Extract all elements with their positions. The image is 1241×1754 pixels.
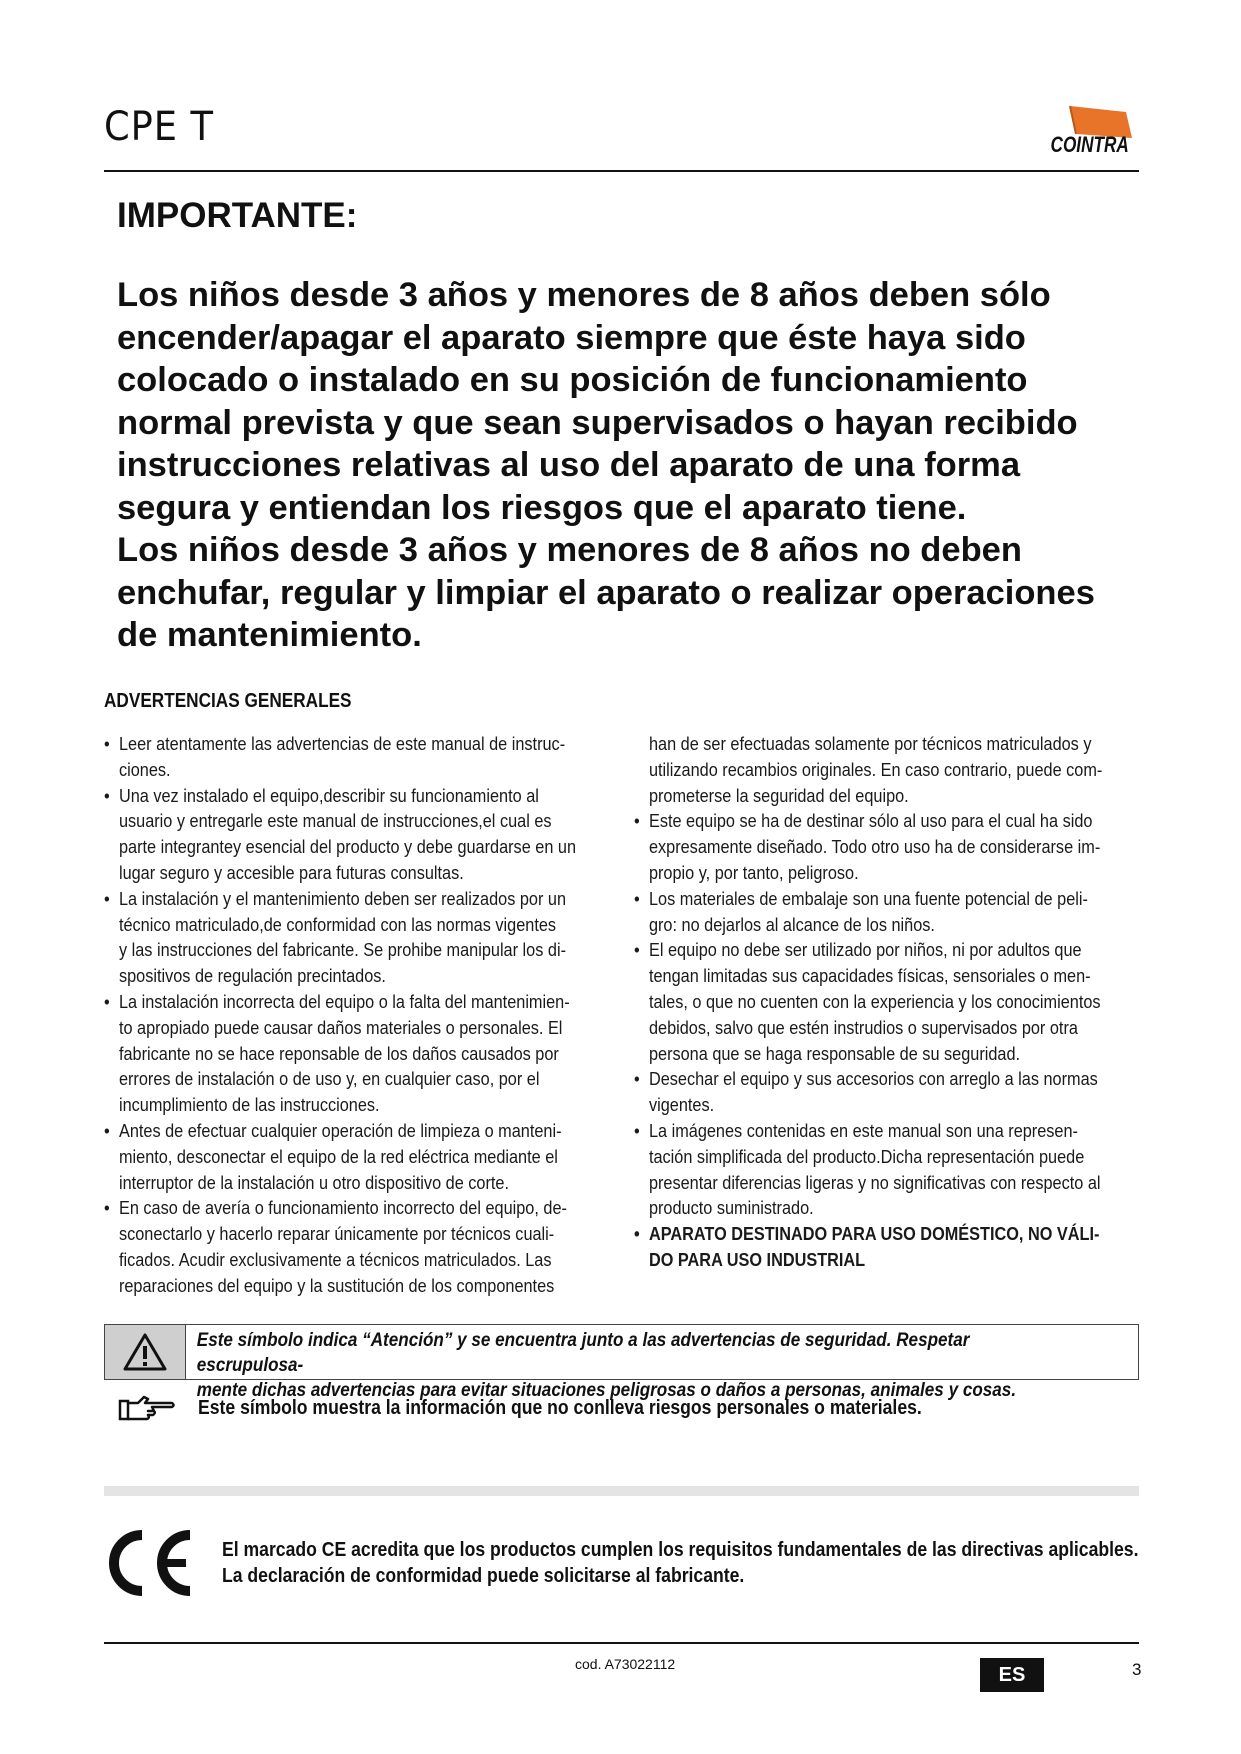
warning-item: • En caso de avería o funcionamiento incorrecto del equipo, de- sconectarlo y hacerlo reparar únicamente por técnicos cuali- ficados. Acudir exclusivamente a técnicos matriculados. Las reparaciones del equipo y la sustitución de los componentes — [104, 1195, 623, 1298]
footer-rule — [104, 1642, 1139, 1644]
attention-symbol-box — [104, 1324, 1139, 1401]
general-warnings-heading: ADVERTENCIAS GENERALES — [104, 690, 352, 712]
section-separator-band — [104, 1486, 1139, 1496]
warnings-column-right — [634, 731, 1154, 1273]
warning-item: • Antes de efectuar cualquier operación de limpieza o manteni- miento, desconectar el equipo de la red eléctrica mediante el interruptor de la instalación u otro dispositivo de corte. — [104, 1118, 623, 1195]
brand-logo-text: COINTRA — [1050, 132, 1129, 157]
language-badge: ES — [980, 1658, 1044, 1692]
warning-item: • El equipo no debe ser utilizado por niños, ni por adultos que tengan limitadas sus capacidades físicas, sensoriales o men- tales, o que no cuenten con la experiencia y los conocimientos debidos, salvo que estén instrudios o supervisados por otra persona que se haga responsable de su seguridad. — [634, 937, 1153, 1066]
important-paragraph: Los niños desde 3 años y menores de 8 años deben sólo encender/apagar el aparato siempre que éste haya sido colocado o instalado en su posición de funcionamiento normal prevista y que sean supervisados o hayan recibido instrucciones relativas al uso del aparato de una forma segura y entiendan los riesgos que el aparato tiene. — [117, 276, 1078, 527]
warning-item: • La instalación incorrecta del equipo o la falta del mantenimien- to apropiado puede causar daños materiales o personales. El fabricante no se hace reponsable de los daños causados por errores de instalación o de uso y, en cualquier caso, por el incumplimiento de las instrucciones. — [104, 989, 623, 1118]
warning-item: • Una vez instalado el equipo,describir su funcionamiento al usuario y entregarle este manual de instrucciones,el cual es parte integrantey esencial del producto y debe guardarse en un lugar seguro y accesible para futuras consultas. — [104, 783, 623, 886]
warning-item: • La imágenes contenidas en este manual son una represen- tación simplificada del producto.Dicha representación puede presentar diferencias ligeras y no significativas con respecto al producto suministrado. — [634, 1118, 1153, 1221]
domestic-use-warning: • APARATO DESTINADO PARA USO DOMÉSTICO, NO VÁLI- DO PARA USO INDUSTRIAL — [634, 1221, 1153, 1273]
header-rule — [104, 170, 1139, 172]
important-paragraph: Los niños desde 3 años y menores de 8 años no deben enchufar, regular y limpiar el aparato o realizar operaciones de mantenimiento. — [117, 531, 1095, 654]
attention-icon-cell — [105, 1325, 186, 1379]
warning-item-continuation: han de ser efectuadas solamente por técnicos matriculados y utilizando recambios originales. En caso contrario, puede com- prometerse la seguridad del equipo. — [648, 733, 1103, 806]
important-body — [117, 274, 1127, 657]
page-number: 3 — [1132, 1660, 1142, 1679]
info-symbol-text: Este símbolo muestra la información que no conlleva riesgos personales o materiales. — [198, 1396, 922, 1419]
attention-symbol-text: Este símbolo indica “Atención” y se encuentra junto a las advertencias de seguridad. Respetar escrupulosa- mente dichas advertencias para evitar situaciones peligrosas o daños a personas, animales y cosas. — [196, 1330, 1016, 1401]
brand-logo — [1040, 104, 1136, 160]
important-heading: IMPORTANTE: — [117, 196, 358, 235]
document-code: cod. A73022112 — [575, 1656, 676, 1672]
ce-marking-text: El marcado CE acredita que los productos cumplen los requisitos fundamentales de las directivas aplicables. La declaración de conformidad puede solicitarse al fabricante. — [222, 1539, 1139, 1587]
warning-item: • Leer atentamente las advertencias de este manual de instruc- ciones. — [104, 731, 623, 783]
warnings-column-left — [104, 731, 624, 1299]
warning-item: • Desechar el equipo y sus accesorios con arreglo a las normas vigentes. — [634, 1066, 1153, 1118]
warning-item: • Este equipo se ha de destinar sólo al uso para el cual ha sido expresamente diseñado. Todo otro uso ha de considerarse im- propio y, por tanto, peligroso. — [634, 808, 1153, 885]
ce-mark-icon — [104, 1527, 196, 1604]
pointing-hand-icon — [118, 1393, 176, 1423]
warning-item: • La instalación y el mantenimiento deben ser realizados por un técnico matriculado,de conformidad con las normas vigentes y las instrucciones del fabricante. Se prohibe manipular los di- spositivos de regulación precintados. — [104, 886, 623, 989]
warning-item: • Los materiales de embalaje son una fuente potencial de peli- gro: no dejarlos al alcance de los niños. — [634, 886, 1153, 938]
warning-triangle-icon — [122, 1332, 168, 1372]
doc-title: CPE T — [104, 104, 214, 150]
info-symbol-row — [118, 1393, 1021, 1423]
